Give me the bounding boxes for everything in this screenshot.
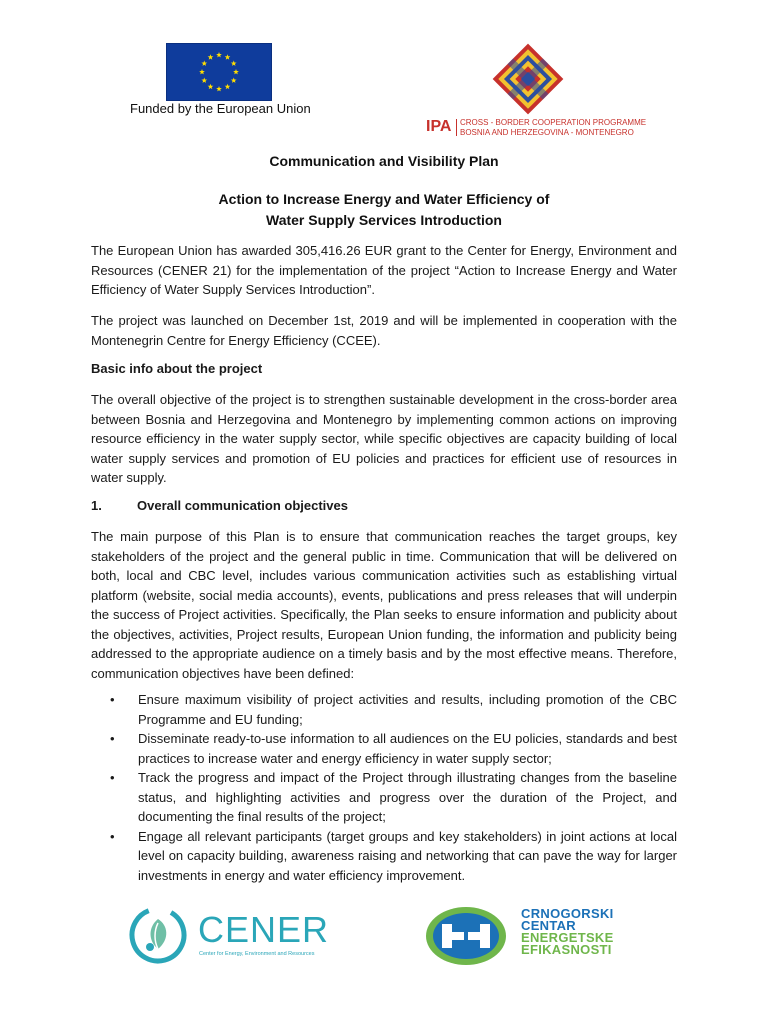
eu-star-icon	[201, 78, 207, 83]
basic-info-heading: Basic info about the project	[91, 361, 263, 376]
eu-star-icon	[231, 61, 237, 66]
objective-paragraph: The overall objective of the project is to strengthen sustainable development in the cross-border area between Bosnia and Herzegovina and Montenegro by implementing common actions on improving resource efficiency in the water supply sector, while specific objectives are capacity building of local water supply services and promotion of EU policies and practices for efficient use of resources in water supply.	[91, 392, 677, 485]
project-title-line-1: Action to Increase Energy and Water Efficiency of	[218, 191, 550, 207]
cener-logo	[128, 905, 328, 965]
launch-paragraph: The project was launched on December 1st, 2019 and will be implemented in cooperation with the Montenegrin Centre for Energy Efficiency (CCEE).	[91, 313, 677, 348]
list-item: • Ensure maximum visibility of project activities and results, including promotion of the CBC Programme and EU funding;	[110, 692, 677, 727]
bullet-icon: •	[110, 731, 115, 746]
list-item: • Engage all relevant participants (target groups and key stakeholders) in joint actions at local level on capacity building, awareness raising and networking that can pave the way for larger investments in energy and water efficiency improvement.	[110, 828, 677, 883]
purpose-paragraph: The main purpose of this Plan is to ensure that communication reaches the target groups, key stakeholders of the project and the general public in time. Communication that will be delivered on both, local and CBC level, includes various communication activities such as establishing virtual platform (website, social media accounts), events, publications and press releases that will underpin the success of Project activities. Specifically, the Plan seeks to ensure information and publicity about the objectives, activities, Project results, European Union funding, the information and publicity being addressed to the appropriate audience on a timely basis and by the most effective means. Therefore, communication objectives have been defined:	[91, 529, 677, 681]
eu-star-icon	[216, 52, 222, 57]
ipa-diamond-emblem-icon	[491, 42, 565, 116]
list-item: • Disseminate ready-to-use information to all audiences on the EU policies, standards and best practices to increase water and energy efficiency in water supply sector;	[110, 731, 677, 766]
project-title	[0, 189, 768, 231]
ipa-divider	[456, 119, 457, 136]
bullet-icon: •	[110, 770, 115, 785]
ccee-line-1: CRNOGORSKI	[521, 906, 614, 921]
eu-funding-caption: Funded by the European Union	[130, 101, 311, 116]
eu-star-icon	[199, 69, 205, 74]
ccee-logo	[425, 905, 645, 967]
eu-star-icon	[208, 54, 214, 59]
eu-flag-icon	[166, 43, 272, 101]
eu-star-icon	[231, 78, 237, 83]
cener-tagline: Center for Energy, Environment and Resources	[199, 951, 315, 957]
eu-star-icon	[233, 69, 239, 74]
eu-star-icon	[225, 84, 231, 89]
ccee-circle-logo-icon	[425, 905, 509, 967]
ccee-line-2: CENTAR	[521, 918, 576, 933]
section-1-heading	[91, 498, 348, 513]
eu-star-icon	[216, 86, 222, 91]
ipa-line-1: CROSS - BORDER COOPERATION PROGRAMME	[460, 118, 647, 127]
ccee-line-3: ENERGETSKE	[521, 930, 614, 945]
document-title: Communication and Visibility Plan	[269, 153, 499, 169]
cener-wordmark: CENER	[198, 909, 330, 950]
ccee-line-4: EFIKASNOSTI	[521, 942, 612, 957]
eu-star-icon	[208, 84, 214, 89]
objectives-list	[110, 690, 677, 885]
project-title-line-2: Water Supply Services Introduction	[266, 212, 502, 228]
list-item: • Track the progress and impact of the Project through illustrating changes from the baseline status, and highlighting activities and progress over the duration of the Project, and documenting the final results of the project;	[110, 770, 677, 824]
eu-star-icon	[201, 61, 207, 66]
bullet-icon: •	[110, 692, 115, 707]
intro-paragraph: The European Union has awarded 305,416.26 EUR grant to the Center for Energy, Environment and Resources (CENER 21) for the implementation of the project “Action to Increase Energy and Water Efficiency of Water Supply Services Introduction”.	[91, 243, 677, 297]
ipa-letters: IPA	[426, 118, 452, 135]
section-1-number: 1.	[91, 498, 102, 513]
ipa-line-2: BOSNIA AND HERZEGOVINA - MONTENEGRO	[460, 127, 634, 137]
cener-leaf-circle-icon	[128, 905, 190, 967]
eu-star-icon	[225, 54, 231, 59]
ccee-wordmark	[521, 908, 614, 956]
ipa-programme-text	[460, 118, 680, 137]
bullet-icon: •	[110, 828, 115, 844]
section-1-title: Overall communication objectives	[137, 498, 348, 513]
